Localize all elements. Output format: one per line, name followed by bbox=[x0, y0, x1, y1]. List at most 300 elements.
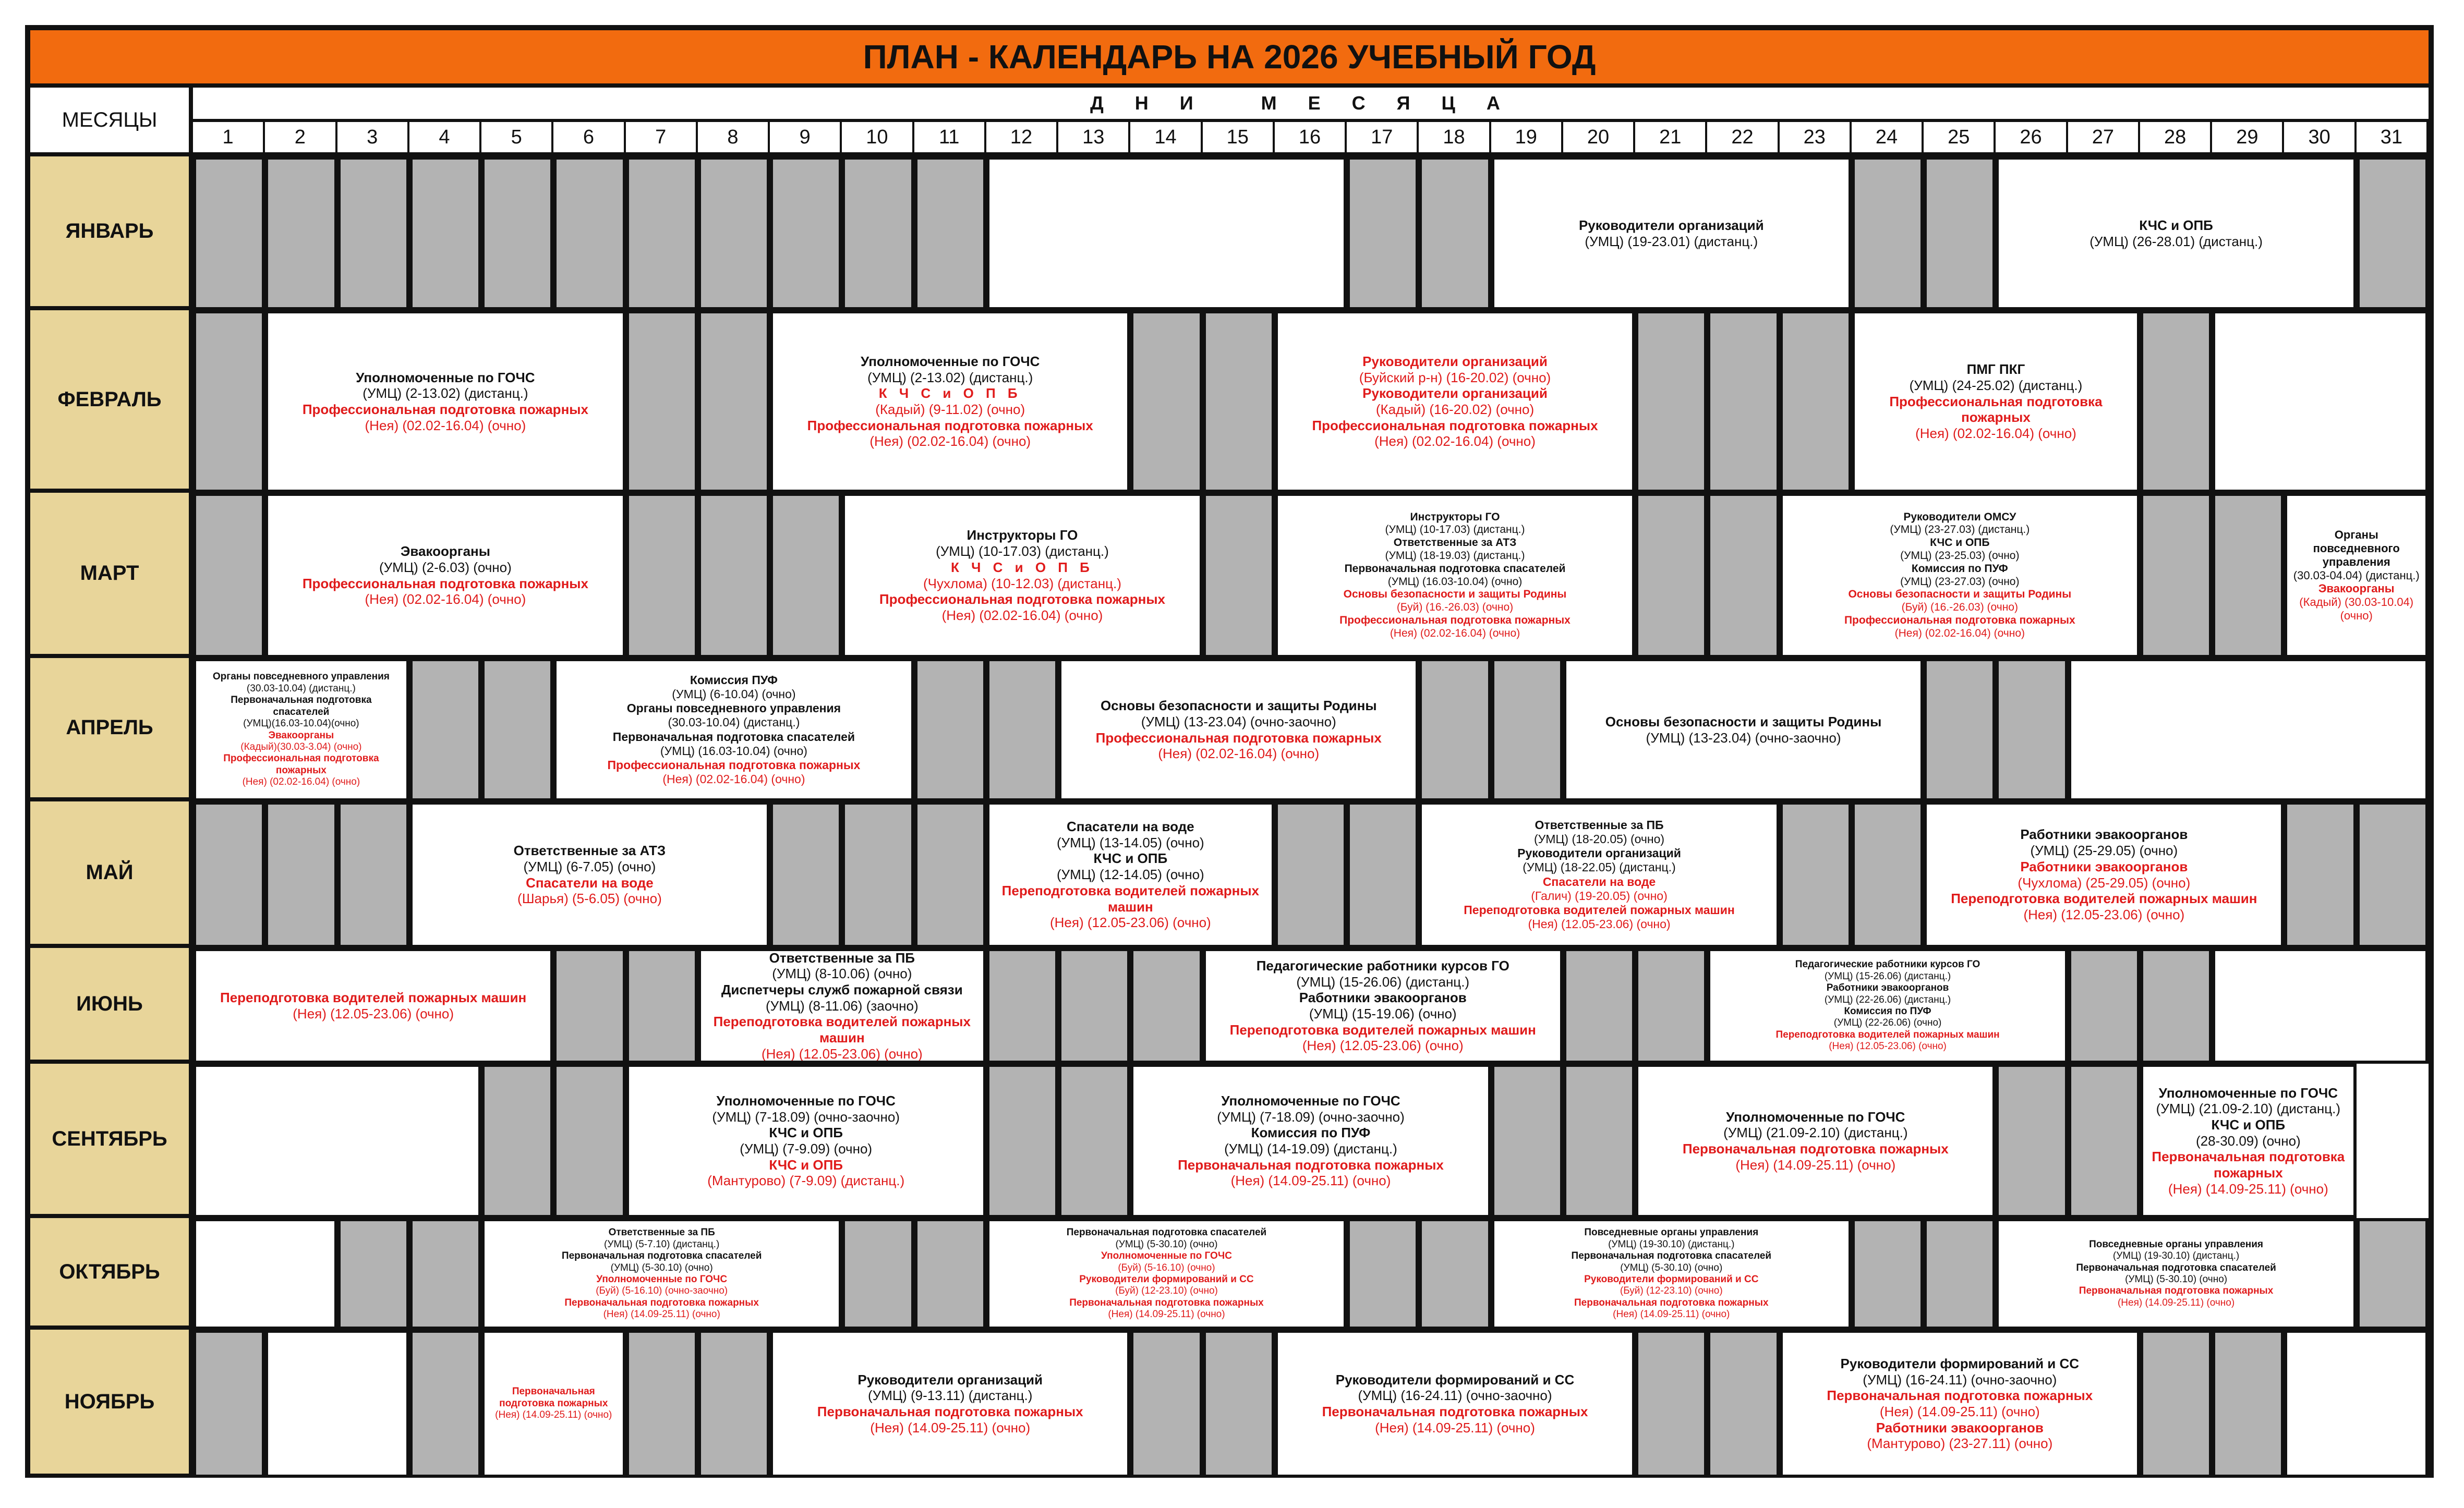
weekend-cell bbox=[1852, 801, 1924, 948]
day-number: 13 bbox=[1058, 122, 1130, 156]
course-block bbox=[1635, 1064, 1996, 1218]
weekend-cell bbox=[914, 801, 986, 948]
weekend-cell bbox=[193, 801, 265, 948]
course-title: Первоначальная подготовка пожарных bbox=[499, 1386, 608, 1409]
weekend-cell bbox=[1780, 310, 1852, 493]
course-details: (Нея) (12.05-23.06) (очно) bbox=[2023, 906, 2185, 922]
course-block bbox=[2284, 493, 2429, 658]
weekend-cell bbox=[770, 156, 842, 310]
course-title: Руководители формирований и СС bbox=[1079, 1274, 1254, 1285]
weekend-cell bbox=[553, 948, 625, 1064]
course-title: Первоначальная подготовка пожарных bbox=[1682, 1141, 1949, 1157]
weekend-cell bbox=[914, 658, 986, 801]
course-details: (УМЦ) (15-26.06) (дистанц.) bbox=[1824, 970, 1951, 982]
weekend-cell bbox=[1058, 948, 1130, 1064]
day-number: 4 bbox=[409, 122, 481, 156]
course-details: (УМЦ) (13-23.04) (очно-заочно) bbox=[1646, 729, 1841, 746]
course-details: (Буй) (5-16.10) (очно) bbox=[1118, 1262, 1215, 1273]
course-details: (УМЦ) (16-24.11) (очно-заочно) bbox=[1863, 1371, 2057, 1388]
course-details: (30.03-10.04) (дистанц.) bbox=[668, 715, 800, 729]
course-title: Повседневные органы управления bbox=[1584, 1227, 1759, 1238]
course-details: (УМЦ) (6-7.05) (очно) bbox=[523, 858, 656, 874]
course-block bbox=[553, 658, 914, 801]
month-label: ИЮНЬ bbox=[30, 948, 193, 1064]
weekend-cell bbox=[1347, 801, 1419, 948]
day-number: 11 bbox=[914, 122, 986, 156]
course-title: Профессиональная подготовка пожарных bbox=[223, 753, 379, 776]
weekend-cell bbox=[1635, 1330, 1707, 1478]
course-details: (Нея) (14.09-25.11) (очно) bbox=[1735, 1157, 1896, 1173]
weekend-cell bbox=[337, 801, 409, 948]
course-details: (Нея) (02.02-16.04) (очно) bbox=[941, 607, 1103, 623]
course-block bbox=[409, 801, 770, 948]
day-number: 1 bbox=[193, 122, 265, 156]
course-block bbox=[986, 156, 1347, 310]
course-details: (Нея) (02.02-16.04) (очно) bbox=[365, 591, 526, 607]
course-title: Уполномоченные по ГОЧС bbox=[2158, 1085, 2338, 1101]
weekend-cell bbox=[1130, 1330, 1202, 1478]
course-details: (Буй) (16.-26.03) (очно) bbox=[1396, 601, 1514, 614]
course-block bbox=[986, 1218, 1347, 1330]
course-details: (Нея) (14.09-25.11) (очно) bbox=[1108, 1309, 1225, 1320]
weekend-cell bbox=[409, 658, 481, 801]
course-block bbox=[1419, 801, 1779, 948]
course-details: (Нея) (14.09-25.11) (очно) bbox=[603, 1309, 720, 1320]
weekend-cell bbox=[1852, 1218, 1924, 1330]
course-title: Основы безопасности и защиты Родины bbox=[1605, 713, 1882, 729]
course-details: (УМЦ) (9-13.11) (дистанц.) bbox=[868, 1388, 1033, 1404]
course-details: (Галич) (19-20.05) (очно) bbox=[1531, 889, 1668, 903]
month-label: МАРТ bbox=[30, 493, 193, 658]
course-block bbox=[1275, 493, 1635, 658]
course-details: (Буй) (12-23.10) (очно) bbox=[1620, 1285, 1723, 1297]
weekend-cell bbox=[986, 1064, 1058, 1218]
weekend-cell bbox=[481, 156, 553, 310]
course-details: (УМЦ) (5-30.10) (очно) bbox=[2125, 1274, 2228, 1285]
course-details: (УМЦ) (5-7.10) (дистанц.) bbox=[604, 1238, 720, 1250]
course-details: (УМЦ) (18-19.03) (дистанц.) bbox=[1385, 549, 1525, 562]
course-title: Диспетчеры служб пожарной связи bbox=[721, 982, 963, 998]
course-block bbox=[481, 1218, 842, 1330]
day-number: 14 bbox=[1130, 122, 1202, 156]
weekend-cell bbox=[193, 1330, 265, 1478]
days-caption: ДНИ МЕСЯЦА bbox=[193, 88, 2429, 122]
course-title: Переподготовка водителей пожарных машин bbox=[713, 1014, 971, 1046]
weekend-cell bbox=[842, 801, 914, 948]
course-title: Инструкторы ГО bbox=[967, 527, 1078, 543]
day-number: 6 bbox=[553, 122, 625, 156]
course-title: Первоначальная подготовка пожарных bbox=[1574, 1297, 1769, 1308]
course-details: (Нея) (14.09-25.11) (очно) bbox=[1613, 1309, 1730, 1320]
course-block bbox=[1996, 156, 2356, 310]
course-details: (УМЦ) (22-26.06) (очно) bbox=[1833, 1017, 1942, 1029]
course-title: Руководители организаций bbox=[1362, 353, 1548, 369]
course-title: ПМГ ПКГ bbox=[1966, 361, 2025, 378]
course-details: (Буй) (12-23.10) (очно) bbox=[1115, 1285, 1218, 1297]
course-details: (УМЦ) (12-14.05) (очно) bbox=[1056, 867, 1204, 883]
course-details: (Нея) (02.02-16.04) (очно) bbox=[1374, 433, 1536, 449]
weekend-cell bbox=[1852, 156, 1924, 310]
course-title: Руководители организаций bbox=[857, 1371, 1043, 1388]
course-block bbox=[986, 801, 1275, 948]
weekend-cell bbox=[337, 156, 409, 310]
weekend-cell bbox=[481, 1064, 553, 1218]
course-details: (УМЦ) (15-26.06) (дистанц.) bbox=[1296, 974, 1470, 990]
weekend-cell bbox=[2140, 493, 2212, 658]
course-details: (Нея) (02.02-16.04) (очно) bbox=[869, 433, 1031, 449]
weekend-cell bbox=[193, 156, 265, 310]
day-number: 8 bbox=[698, 122, 770, 156]
course-title: КЧС и ОПБ bbox=[1093, 850, 1168, 867]
course-title: Первоначальная подготовка пожарных bbox=[2079, 1285, 2274, 1297]
course-details: (УМЦ) (6-10.04) (очно) bbox=[672, 687, 796, 701]
weekend-cell bbox=[2140, 1330, 2212, 1478]
course-block bbox=[2140, 1064, 2357, 1218]
course-title: Основы безопасности и защиты Родины bbox=[1100, 698, 1377, 714]
course-details: (УМЦ) (23-27.03) (очно) bbox=[1900, 575, 2020, 588]
course-block bbox=[1275, 310, 1635, 493]
course-title: Руководители формирований и СС bbox=[1584, 1274, 1759, 1285]
course-details: (УМЦ) (7-9.09) (очно) bbox=[740, 1141, 873, 1157]
weekend-cell bbox=[1058, 1064, 1130, 1218]
weekend-cell bbox=[337, 1218, 409, 1330]
course-title: Спасатели на воде bbox=[526, 874, 654, 891]
course-details: (28-30.09) (очно) bbox=[2195, 1133, 2301, 1149]
course-block bbox=[2068, 658, 2429, 801]
course-details: (УМЦ) (5-30.10) (очно) bbox=[1620, 1262, 1723, 1273]
course-title: Первоначальная подготовка спасателей bbox=[231, 695, 372, 717]
weekend-cell bbox=[2212, 1330, 2284, 1478]
day-number: 26 bbox=[1996, 122, 2068, 156]
course-title: Руководители ОМСУ bbox=[1903, 510, 2016, 523]
course-title: Первоначальная подготовка спасателей bbox=[1066, 1227, 1267, 1238]
weekend-cell bbox=[409, 1218, 481, 1330]
weekend-cell bbox=[1707, 493, 1779, 658]
weekend-cell bbox=[553, 1064, 625, 1218]
day-number: 20 bbox=[1563, 122, 1635, 156]
course-details: (УМЦ) (21.09-2.10) (дистанц.) bbox=[1723, 1125, 1908, 1141]
course-details: (УМЦ) (23-25.03) (очно) bbox=[1900, 549, 2020, 562]
month-label: ОКТЯБРЬ bbox=[30, 1218, 193, 1330]
weekend-cell bbox=[1780, 801, 1852, 948]
course-block bbox=[1130, 1064, 1491, 1218]
course-block bbox=[1491, 1218, 1852, 1330]
course-title: Профессиональная подготовка пожарных bbox=[302, 575, 588, 591]
course-details: (УМЦ) (5-30.10) (очно) bbox=[1115, 1238, 1218, 1250]
weekend-cell bbox=[986, 948, 1058, 1064]
course-title: Профессиональная подготовка пожарных bbox=[1889, 393, 2103, 425]
course-title: Руководители формирований и СС bbox=[1335, 1371, 1575, 1388]
weekend-cell bbox=[265, 801, 337, 948]
course-title: К Ч С и О П Б bbox=[951, 559, 1094, 575]
course-details: (Нея) (14.09-25.11) (очно) bbox=[1879, 1404, 2040, 1419]
course-title: Первоначальная подготовка спасателей bbox=[2076, 1262, 2276, 1273]
day-number: 18 bbox=[1419, 122, 1491, 156]
course-block bbox=[2284, 1330, 2429, 1478]
course-title: Первоначальная подготовка спасателей bbox=[1344, 562, 1566, 575]
day-number: 31 bbox=[2357, 122, 2429, 156]
course-block bbox=[1058, 658, 1419, 801]
course-details: (УМЦ) (19-30.10) (дистанц.) bbox=[1608, 1238, 1735, 1250]
course-block bbox=[265, 493, 625, 658]
day-number: 9 bbox=[770, 122, 842, 156]
course-title: Спасатели на воде bbox=[1542, 874, 1656, 889]
course-block bbox=[1275, 1330, 1635, 1478]
weekend-cell bbox=[842, 1218, 914, 1330]
course-details: (30.03-10.04) (дистанц.) bbox=[246, 683, 356, 694]
course-block bbox=[1707, 948, 2068, 1064]
course-block bbox=[842, 493, 1202, 658]
course-details: (УМЦ) (24-25.02) (дистанц.) bbox=[1909, 377, 2083, 393]
course-title: Профессиональная подготовка пожарных bbox=[607, 758, 861, 772]
course-details: (Кадый) (16-20.02) (очно) bbox=[1375, 402, 1535, 417]
course-title: Профессиональная подготовка пожарных bbox=[302, 402, 588, 417]
course-title: Профессиональная подготовка пожарных bbox=[1339, 614, 1571, 626]
course-title: Переподготовка водителей пожарных машин bbox=[1001, 882, 1259, 915]
weekend-cell bbox=[2357, 156, 2429, 310]
weekend-cell bbox=[1924, 1218, 1996, 1330]
course-title: Педагогические работники курсов ГО bbox=[1256, 957, 1509, 974]
course-details: (УМЦ) (15-19.06) (очно) bbox=[1309, 1006, 1457, 1021]
course-details: (УМЦ) (10-17.03) (дистанц.) bbox=[1385, 524, 1525, 536]
course-details: (УМЦ) (18-20.05) (очно) bbox=[1533, 832, 1665, 846]
course-block bbox=[1924, 801, 2284, 948]
month-label: ЯНВАРЬ bbox=[30, 156, 193, 310]
weekend-cell bbox=[2357, 1218, 2429, 1330]
course-title: КЧС и ОПБ bbox=[769, 1125, 843, 1141]
weekend-cell bbox=[626, 948, 698, 1064]
course-block bbox=[1852, 310, 2140, 493]
weekend-cell bbox=[626, 1330, 698, 1478]
course-details: (УМЦ) (21.09-2.10) (дистанц.) bbox=[2156, 1101, 2341, 1117]
course-title: Первоначальная подготовка пожарных bbox=[1322, 1404, 1588, 1419]
weekend-cell bbox=[1996, 658, 2068, 801]
course-title: Первоначальная подготовка спасателей bbox=[1571, 1250, 1772, 1262]
months-column-header: МЕСЯЦЫ bbox=[30, 88, 193, 156]
course-title: Профессиональная подготовка пожарных bbox=[879, 591, 1165, 607]
weekend-cell bbox=[1563, 948, 1635, 1064]
course-details: (УМЦ) (19-30.10) (дистанц.) bbox=[2112, 1250, 2240, 1262]
weekend-cell bbox=[1563, 1064, 1635, 1218]
course-title: Руководители организаций bbox=[1517, 846, 1681, 860]
course-details: (Буй) (5-16.10) (очно-заочно) bbox=[596, 1285, 728, 1297]
weekend-cell bbox=[698, 493, 770, 658]
course-details: (Нея) (14.09-25.11) (очно) bbox=[2168, 1181, 2328, 1197]
course-details: (Кадый) (9-11.02) (очно) bbox=[875, 402, 1025, 417]
course-details: (УМЦ) (19-23.01) (дистанц.) bbox=[1585, 233, 1758, 249]
course-title: Переподготовка водителей пожарных машин bbox=[1951, 891, 2257, 907]
course-details: (УМЦ) (16.03-10.04) (очно) bbox=[1387, 575, 1523, 588]
course-title: Переподготовка водителей пожарных машин bbox=[1229, 1021, 1536, 1038]
weekend-cell bbox=[2068, 948, 2140, 1064]
course-details: (Нея) (12.05-23.06) (очно) bbox=[1829, 1041, 1947, 1052]
day-number: 29 bbox=[2212, 122, 2284, 156]
weekend-cell bbox=[1275, 801, 1347, 948]
weekend-cell bbox=[1996, 1064, 2068, 1218]
course-details: (УМЦ) (2-13.02) (дистанц.) bbox=[363, 385, 528, 402]
course-details: (УМЦ) (13-23.04) (очно-заочно) bbox=[1141, 713, 1336, 729]
course-details: (Кадый)(30.03-3.04) (очно) bbox=[240, 741, 362, 752]
course-details: (Нея) (12.05-23.06) (очно) bbox=[761, 1045, 923, 1062]
course-block bbox=[770, 1330, 1130, 1478]
course-details: (Буйский р-н) (16-20.02) (очно) bbox=[1359, 369, 1551, 385]
course-details: (УМЦ) (10-17.03) (дистанц.) bbox=[936, 543, 1109, 560]
course-title: Повседневные органы управления bbox=[2089, 1238, 2264, 1250]
weekend-cell bbox=[698, 156, 770, 310]
weekend-cell bbox=[193, 310, 265, 493]
day-number: 27 bbox=[2068, 122, 2140, 156]
month-label: НОЯБРЬ bbox=[30, 1330, 193, 1478]
course-block bbox=[193, 658, 409, 801]
course-title: К Ч С и О П Б bbox=[878, 385, 1022, 402]
course-details: (Нея) (14.09-25.11) (очно) bbox=[1375, 1419, 1535, 1436]
course-title: Руководители организаций bbox=[1578, 217, 1764, 233]
weekend-cell bbox=[481, 658, 553, 801]
course-block bbox=[1996, 1218, 2356, 1330]
weekend-cell bbox=[1130, 310, 1202, 493]
course-block bbox=[698, 948, 986, 1064]
course-details: (Чухлома) (25-29.05) (очно) bbox=[2018, 874, 2191, 891]
course-title: Органы повседневного управления bbox=[2313, 528, 2400, 568]
course-details: (УМЦ) (26-28.01) (дистанц.) bbox=[2089, 233, 2263, 249]
weekend-cell bbox=[698, 310, 770, 493]
course-details: (УМЦ) (16-24.11) (очно-заочно) bbox=[1358, 1388, 1552, 1404]
course-details: (УМЦ)(16.03-10.04)(очно) bbox=[243, 718, 359, 729]
weekend-cell bbox=[914, 1218, 986, 1330]
course-title: Ответственные за АТЗ bbox=[513, 843, 666, 859]
course-block bbox=[1563, 658, 1924, 801]
course-title: Профессиональная подготовка пожарных bbox=[1312, 417, 1598, 433]
weekend-cell bbox=[1203, 493, 1275, 658]
course-details: (УМЦ) (7-18.09) (очно-заочно) bbox=[712, 1109, 900, 1125]
day-number: 23 bbox=[1780, 122, 1852, 156]
course-title: Первоначальная подготовка пожарных bbox=[2152, 1149, 2345, 1181]
course-details: (Нея) (02.02-16.04) (очно) bbox=[365, 417, 526, 433]
course-title: Уполномоченные по ГОЧС bbox=[356, 369, 535, 385]
course-title: Эвакоорганы bbox=[400, 543, 490, 560]
page-title: ПЛАН - КАЛЕНДАРЬ НА 2026 УЧЕБНЫЙ ГОД bbox=[30, 30, 2429, 88]
course-block bbox=[481, 1330, 626, 1478]
course-details: (УМЦ) (7-18.09) (очно-заочно) bbox=[1217, 1109, 1405, 1125]
weekend-cell bbox=[1491, 658, 1563, 801]
course-title: Переподготовка водителей пожарных машин bbox=[1775, 1029, 2000, 1040]
day-number: 22 bbox=[1707, 122, 1779, 156]
course-details: (Шарья) (5-6.05) (очно) bbox=[517, 891, 662, 907]
day-number: 7 bbox=[626, 122, 698, 156]
course-title: Комиссия по ПУФ bbox=[1251, 1125, 1371, 1141]
course-title: Руководители формирований и СС bbox=[1840, 1355, 2080, 1371]
weekend-cell bbox=[626, 310, 698, 493]
course-details: (Мантурово) (7-9.09) (дистанц.) bbox=[707, 1173, 905, 1189]
course-title: Первоначальная подготовка пожарных bbox=[1827, 1388, 2093, 1404]
course-title: Комиссия ПУФ bbox=[690, 673, 778, 687]
course-details: (УМЦ) (14-19.09) (дистанц.) bbox=[1224, 1141, 1397, 1157]
course-details: (Нея) (14.09-25.11) (очно) bbox=[1230, 1173, 1391, 1189]
course-details: (Нея) (12.05-23.06) (очно) bbox=[1302, 1038, 1464, 1054]
day-number: 10 bbox=[842, 122, 914, 156]
course-details: (УМЦ) (2-6.03) (очно) bbox=[379, 559, 512, 575]
course-details: (Нея) (02.02-16.04) (очно) bbox=[662, 772, 805, 786]
course-details: (Нея) (14.09-25.11) (очно) bbox=[870, 1419, 1031, 1436]
course-details: (УМЦ) (22-26.06) (дистанц.) bbox=[1824, 994, 1951, 1005]
course-details: (Нея) (02.02-16.04) (очно) bbox=[242, 776, 360, 788]
weekend-cell bbox=[2068, 1064, 2140, 1218]
course-title: Первоначальная подготовка спасателей bbox=[561, 1250, 762, 1262]
weekend-cell bbox=[409, 156, 481, 310]
course-block bbox=[626, 1064, 986, 1218]
course-details: (Нея) (02.02-16.04) (очно) bbox=[1915, 425, 2076, 441]
course-title: Профессиональная подготовка пожарных bbox=[1095, 729, 1382, 746]
weekend-cell bbox=[626, 493, 698, 658]
course-details: (УМЦ) (5-30.10) (очно) bbox=[610, 1262, 713, 1273]
day-number: 3 bbox=[337, 122, 409, 156]
course-title: Органы повседневного управления bbox=[626, 701, 841, 715]
weekend-cell bbox=[1924, 658, 1996, 801]
month-label: СЕНТЯБРЬ bbox=[30, 1064, 193, 1218]
course-details: (Нея) (12.05-23.06) (очно) bbox=[1049, 915, 1211, 931]
course-title: Органы повседневного управления bbox=[212, 671, 390, 683]
course-title: Уполномоченные по ГОЧС bbox=[1101, 1250, 1232, 1262]
course-details: (УМЦ) (2-13.02) (дистанц.) bbox=[867, 369, 1033, 385]
course-block bbox=[265, 1330, 409, 1478]
course-block bbox=[770, 310, 1130, 493]
course-title: КЧС и ОПБ bbox=[2139, 217, 2213, 233]
course-block bbox=[193, 1064, 481, 1218]
course-details: (УМЦ) (8-10.06) (очно) bbox=[772, 966, 912, 982]
course-details: (УМЦ) (18-22.05) (дистанц.) bbox=[1523, 860, 1676, 874]
weekend-cell bbox=[1419, 1218, 1491, 1330]
course-block bbox=[2212, 948, 2429, 1064]
course-details: (Кадый) (30.03-10.04) (очно) bbox=[2299, 595, 2414, 623]
course-details: (УМЦ) (23-27.03) (дистанц.) bbox=[1890, 524, 2030, 536]
course-details: (Нея) (02.02-16.04) (очно) bbox=[1158, 746, 1320, 762]
day-number: 28 bbox=[2140, 122, 2212, 156]
weekend-cell bbox=[770, 801, 842, 948]
course-title: Ответственные за ПБ bbox=[608, 1227, 715, 1238]
course-title: КЧС и ОПБ bbox=[2211, 1116, 2286, 1133]
course-block bbox=[1491, 156, 1852, 310]
day-number: 21 bbox=[1635, 122, 1707, 156]
course-title: Работники эвакоорганов bbox=[1876, 1419, 2044, 1436]
day-number: 15 bbox=[1203, 122, 1275, 156]
course-title: Переподготовка водителей пожарных машин bbox=[1464, 903, 1735, 917]
course-title: Уполномоченные по ГОЧС bbox=[596, 1274, 728, 1285]
course-details: (Нея) (14.09-25.11) (очно) bbox=[2117, 1297, 2235, 1308]
course-details: (Мантурово) (23-27.11) (очно) bbox=[1867, 1436, 2053, 1452]
course-title: Переподготовка водителей пожарных машин bbox=[220, 990, 527, 1006]
course-title: КЧС и ОПБ bbox=[769, 1157, 843, 1173]
weekend-cell bbox=[2140, 948, 2212, 1064]
weekend-cell bbox=[2212, 493, 2284, 658]
weekend-cell bbox=[1635, 948, 1707, 1064]
month-label: АПРЕЛЬ bbox=[30, 658, 193, 801]
weekend-cell bbox=[2140, 310, 2212, 493]
course-title: Руководители организаций bbox=[1362, 385, 1548, 402]
course-details: (Буй) (16.-26.03) (очно) bbox=[1901, 601, 2018, 614]
course-title: Инструкторы ГО bbox=[1410, 510, 1500, 523]
course-title: Ответственные за ПБ bbox=[769, 950, 915, 966]
day-number: 12 bbox=[986, 122, 1058, 156]
weekend-cell bbox=[1707, 1330, 1779, 1478]
weekend-cell bbox=[2357, 801, 2429, 948]
weekend-cell bbox=[626, 156, 698, 310]
course-title: Основы безопасности и защиты Родины bbox=[1343, 588, 1567, 601]
day-number: 25 bbox=[1924, 122, 1996, 156]
course-title: Уполномоченные по ГОЧС bbox=[1221, 1092, 1400, 1109]
course-title: Комиссия по ПУФ bbox=[1844, 1006, 1931, 1017]
course-details: (Нея) (12.05-23.06) (очно) bbox=[293, 1006, 454, 1021]
weekend-cell bbox=[770, 493, 842, 658]
